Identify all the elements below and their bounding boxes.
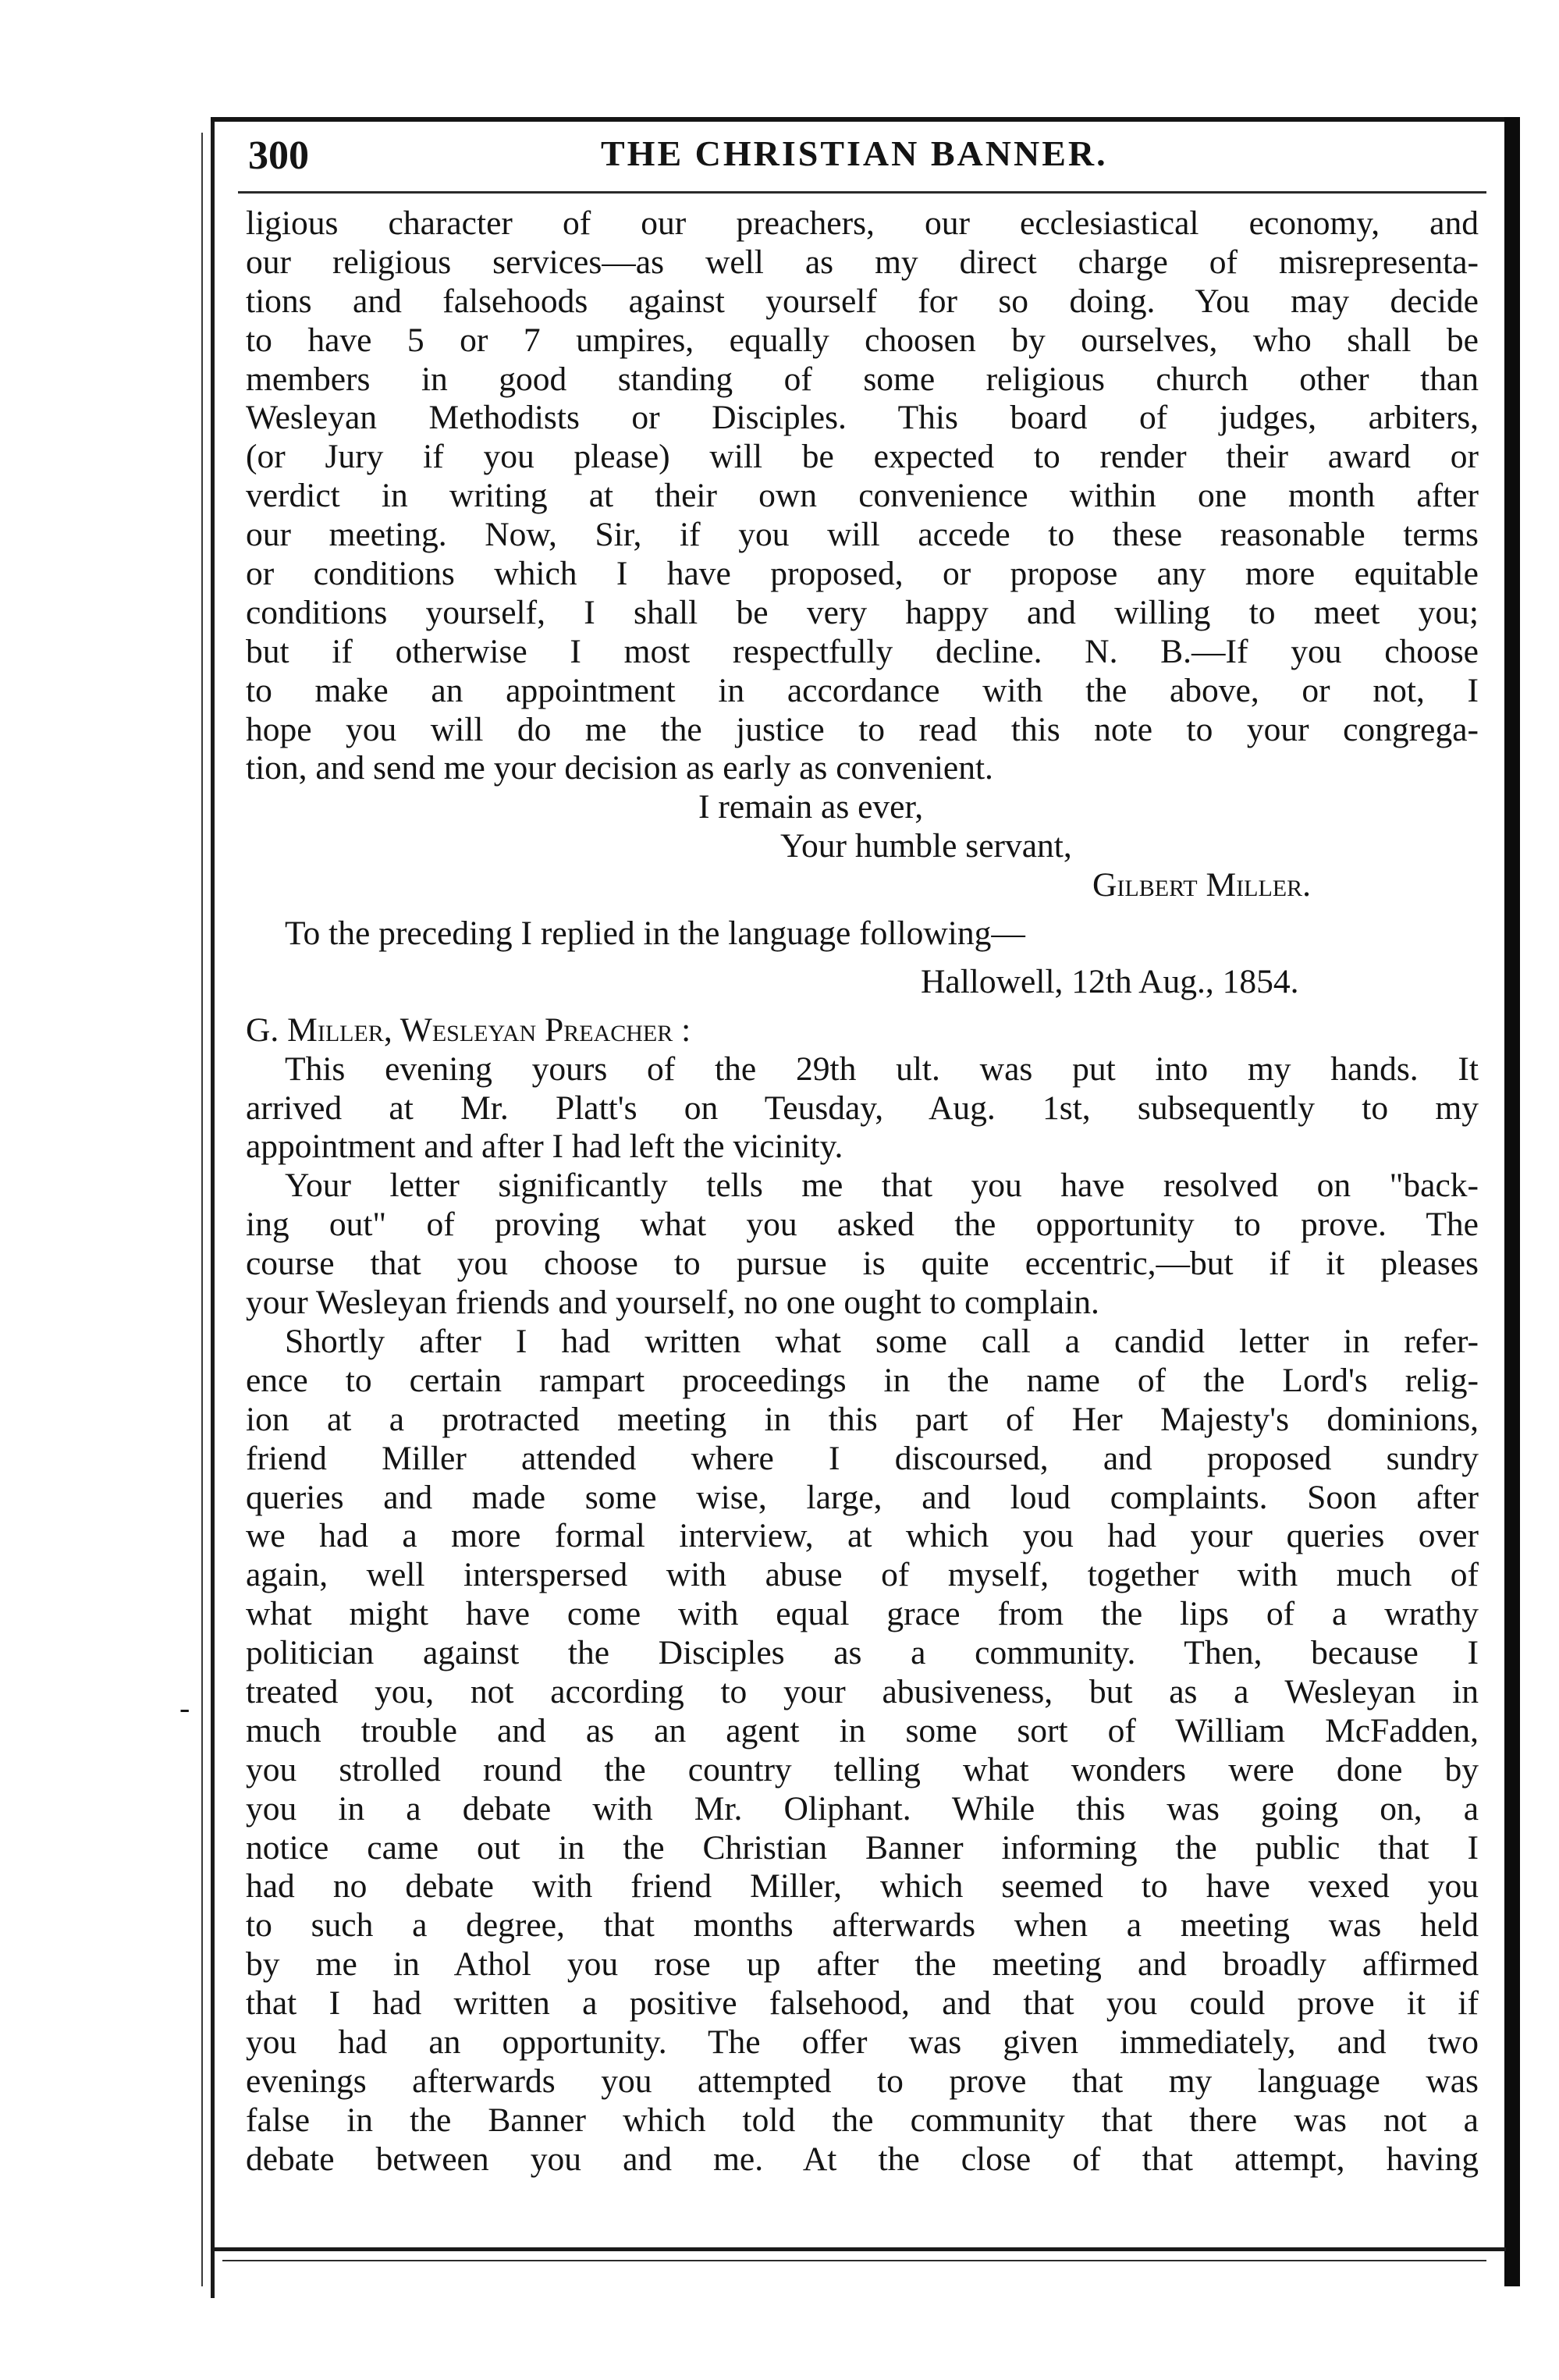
- closing-line: I remain as ever,: [698, 788, 924, 826]
- text-line: course that you choose to pursue is quite eccentric,—but if it pleases: [246, 1245, 1479, 1283]
- header-rule: [238, 191, 1486, 194]
- text-line: tions and falsehoods against yourself for so doing. You may decide: [246, 282, 1479, 320]
- body-text: [246, 204, 1479, 2179]
- spacer: [246, 905, 1479, 915]
- text-line: our meeting. Now, Sir, if you will accede to these reasonable terms: [246, 516, 1479, 554]
- text-line: evenings afterwards you attempted to prove that my language was: [246, 2062, 1479, 2100]
- text-line: much trouble and as an agent in some sort of William McFadden,: [246, 1711, 1479, 1749]
- closing-line: Your humble servant,: [780, 827, 1072, 865]
- text-line: again, well interspersed with abuse of myself, together with much of: [246, 1556, 1479, 1594]
- salutation: G. Miller, Wesleyan Preacher :: [246, 1011, 691, 1049]
- running-head: THE CHRISTIAN BANNER.: [601, 133, 1108, 173]
- text-line: This evening yours of the 29th ult. was put into my hands. It: [285, 1050, 1479, 1088]
- text-line: appointment and after I had left the vicinity.: [246, 1128, 843, 1166]
- bottom-rule-thin: [222, 2260, 1486, 2261]
- text-line: Your letter significantly tells me that you have resolved on "back-: [285, 1167, 1479, 1205]
- text-line: our religious services—as well as my direct charge of misrepresenta-: [246, 243, 1479, 281]
- text-line: had no debate with friend Miller, which seemed to have vexed you: [246, 1867, 1479, 1906]
- margin-mark: -: [179, 1690, 190, 1725]
- text-line: treated you, not according to your abusiveness, but as a Wesleyan in: [246, 1672, 1479, 1710]
- page-frame-left-rule: [211, 117, 215, 2298]
- text-line: verdict in writing at their own convenience within one month after: [246, 477, 1479, 515]
- text-line: queries and made some wise, large, and loud complaints. Soon after: [246, 1478, 1479, 1516]
- text-line: but if otherwise I most respectfully decline. N. B.—If you choose: [246, 632, 1479, 670]
- text-line: by me in Athol you rose up after the meeting and broadly affirmed: [246, 1945, 1479, 1984]
- text-line: ing out" of proving what you asked the opportunity to prove. The: [246, 1206, 1479, 1244]
- text-line: (or Jury if you please) will be expected to render their award or: [246, 438, 1479, 476]
- text-line: notice came out in the Christian Banner informing the public that I: [246, 1828, 1479, 1867]
- text-line: false in the Banner which told the community that there was not a: [246, 2101, 1479, 2139]
- text-line: hope you will do me the justice to read this note to your congrega-: [246, 710, 1479, 748]
- dateline: Hallowell, 12th Aug., 1854.: [921, 962, 1299, 1000]
- text-line: ligious character of our preachers, our ecclesiastical economy, and: [246, 204, 1479, 242]
- page-number: 300: [248, 133, 309, 178]
- spacer: [246, 954, 1479, 963]
- text-line: to make an appointment in accordance with the above, or not, I: [246, 671, 1479, 709]
- text-line: members in good standing of some religious church other than: [246, 360, 1479, 398]
- text-line: we had a more formal interview, at which you had your queries over: [246, 1517, 1479, 1555]
- signature: Gilbert Miller.: [1092, 866, 1312, 904]
- text-line: Wesleyan Methodists or Disciples. This board of judges, arbiters,: [246, 399, 1479, 437]
- text-line: you strolled round the country telling what wonders were done by: [246, 1750, 1479, 1789]
- text-line: to have 5 or 7 umpires, equally choosen by ourselves, who shall be: [246, 321, 1479, 359]
- text-line: or conditions which I have proposed, or propose any more equitable: [246, 555, 1479, 593]
- text-line: Shortly after I had written what some call a candid letter in refer-: [285, 1322, 1479, 1360]
- text-line: friend Miller attended where I discoursed, and proposed sundry: [246, 1439, 1479, 1477]
- text-line: debate between you and me. At the close of that attempt, having: [246, 2140, 1479, 2178]
- bottom-rule: [211, 2247, 1506, 2251]
- text-line: you in a debate with Mr. Oliphant. While this was going on, a: [246, 1789, 1479, 1828]
- text-line: to such a degree, that months afterwards when a meeting was held: [246, 1906, 1479, 1945]
- page-frame-inner-rule: [201, 133, 203, 2286]
- reply-intro: To the preceding I replied in the language following—: [285, 915, 1025, 953]
- text-line: ence to certain rampart proceedings in the name of the Lord's relig-: [246, 1361, 1479, 1399]
- text-line: you had an opportunity. The offer was given immediately, and two: [246, 2023, 1479, 2061]
- spacer: [246, 1002, 1479, 1011]
- text-line: arrived at Mr. Platt's on Teusday, Aug. 1st, subsequently to my: [246, 1089, 1479, 1127]
- top-rule: [211, 117, 1506, 122]
- text-line: ion at a protracted meeting in this part of Her Majesty's dominions,: [246, 1400, 1479, 1438]
- text-line: what might have come with equal grace from the lips of a wrathy: [246, 1595, 1479, 1633]
- text-line: tion, and send me your decision as early as convenient.: [246, 749, 993, 787]
- text-line: politician against the Disciples as a community. Then, because I: [246, 1634, 1479, 1672]
- text-line: your Wesleyan friends and yourself, no one ought to complain.: [246, 1284, 1099, 1322]
- text-line: conditions yourself, I shall be very happy and willing to meet you;: [246, 593, 1479, 631]
- scan-edge-right: [1504, 117, 1520, 2286]
- text-line: that I had written a positive falsehood, and that you could prove it if: [246, 1984, 1479, 2023]
